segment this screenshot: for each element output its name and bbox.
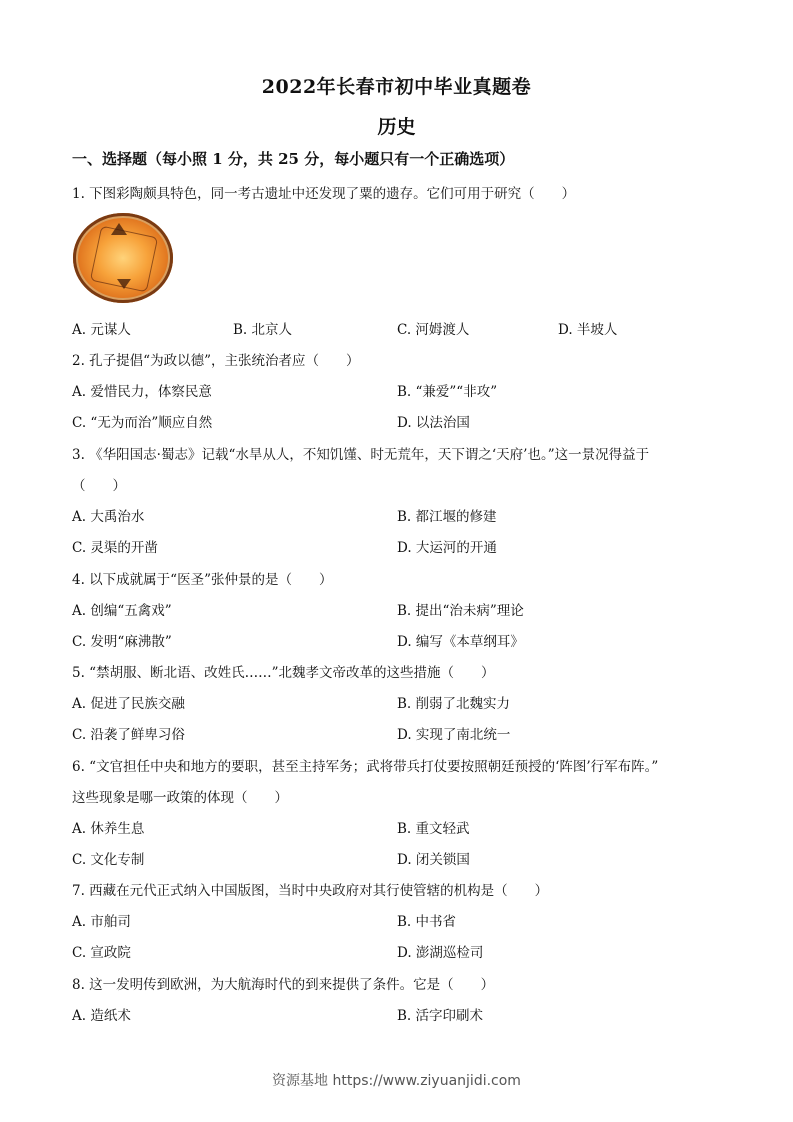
watermark-link[interactable]: 资源基地 https://www.ziyuanjidi.com — [272, 1073, 521, 1089]
question-7-stem: 7. 西藏在元代正式纳入中国版图，当时中央政府对其行使管辖的机构是（ ） — [72, 883, 549, 899]
q1-option-a: A. 元谋人 — [72, 322, 131, 338]
q4-option-c: C. 发明“麻沸散” — [72, 634, 172, 650]
q6-option-b: B. 重文轻武 — [397, 821, 470, 837]
q6-option-c: C. 文化专制 — [72, 852, 145, 868]
q3-option-a: A. 大禹治水 — [72, 509, 145, 525]
q7-option-b: B. 中书省 — [397, 914, 457, 930]
q6-option-a: A. 休养生息 — [72, 821, 145, 837]
question-4-stem: 4. 以下成就属于“医圣”张仲景的是（ ） — [72, 572, 333, 588]
q2-option-d: D. 以法治国 — [397, 415, 470, 431]
q5-option-d: D. 实现了南北统一 — [397, 727, 511, 743]
question-2-stem: 2. 孔子提倡“为政以德”，主张统治者应（ ） — [72, 353, 360, 369]
q5-option-a: A. 促进了民族交融 — [72, 696, 185, 712]
q3-option-d: D. 大运河的开通 — [397, 540, 497, 556]
q2-option-c: C. “无为而治”顺应自然 — [72, 415, 213, 431]
q4-option-d: D. 编写《本草纲耳》 — [397, 634, 524, 650]
exam-subject: 历史 — [377, 116, 416, 138]
q1-option-d: D. 半坡人 — [558, 322, 618, 338]
pottery-triangle-pattern — [111, 223, 127, 235]
q3-option-c: C. 灵渠的开凿 — [72, 540, 158, 556]
q4-option-b: B. 提出“治未病”理论 — [397, 603, 524, 619]
exam-title: 2022年长春市初中毕业真题卷 — [261, 76, 532, 98]
q7-option-d: D. 澎湖巡检司 — [397, 945, 484, 961]
section-heading: 一、选择题（每小照 1 分，共 25 分，每小题只有一个正确选项） — [72, 150, 515, 168]
q4-option-a: A. 创编“五禽戏” — [72, 603, 172, 619]
q2-option-b: B. “兼爱”“非攻” — [397, 384, 498, 400]
question-6-stem-cont: 这些现象是哪一政策的体现（ ） — [72, 790, 288, 806]
pottery-triangle-pattern — [117, 279, 131, 289]
painted-pottery-image — [73, 213, 173, 303]
q1-option-b: B. 北京人 — [233, 322, 293, 338]
q7-option-a: A. 市舶司 — [72, 914, 131, 930]
q1-option-c: C. 河姆渡人 — [397, 322, 470, 338]
q2-option-a: A. 爱惜民力，体察民意 — [72, 384, 212, 400]
q3-option-b: B. 都江堰的修建 — [397, 509, 497, 525]
question-1-stem: 1. 下图彩陶颇具特色，同一考古遗址中还发现了粟的遗存。它们可用于研究（ ） — [72, 186, 576, 202]
q8-option-a: A. 造纸术 — [72, 1008, 131, 1024]
q8-option-b: B. 活字印刷术 — [397, 1008, 484, 1024]
q5-option-b: B. 削弱了北魏实力 — [397, 696, 511, 712]
q5-option-c: C. 沿袭了鲜卑习俗 — [72, 727, 185, 743]
question-3-stem: 3. 《华阳国志·蜀志》记载“水旱从人，不知饥馑、时无荒年，天下谓之‘天府’也。”这一景况得益于 — [72, 447, 650, 463]
question-8-stem: 8. 这一发明传到欧洲，为大航海时代的到来提供了条件。它是（ ） — [72, 977, 495, 993]
q7-option-c: C. 宣政院 — [72, 945, 131, 961]
q6-option-d: D. 闭关锁国 — [397, 852, 470, 868]
question-5-stem: 5. “禁胡服、断北语、改姓氏……”北魏孝文帝改革的这些措施（ ） — [72, 665, 495, 681]
question-3-stem-cont: （ ） — [72, 478, 126, 494]
question-6-stem: 6. “文官担任中央和地方的要职，甚至主持军务；武将带兵打仗要按照朝廷预授的‘阵图’行军布阵。” — [72, 759, 659, 775]
